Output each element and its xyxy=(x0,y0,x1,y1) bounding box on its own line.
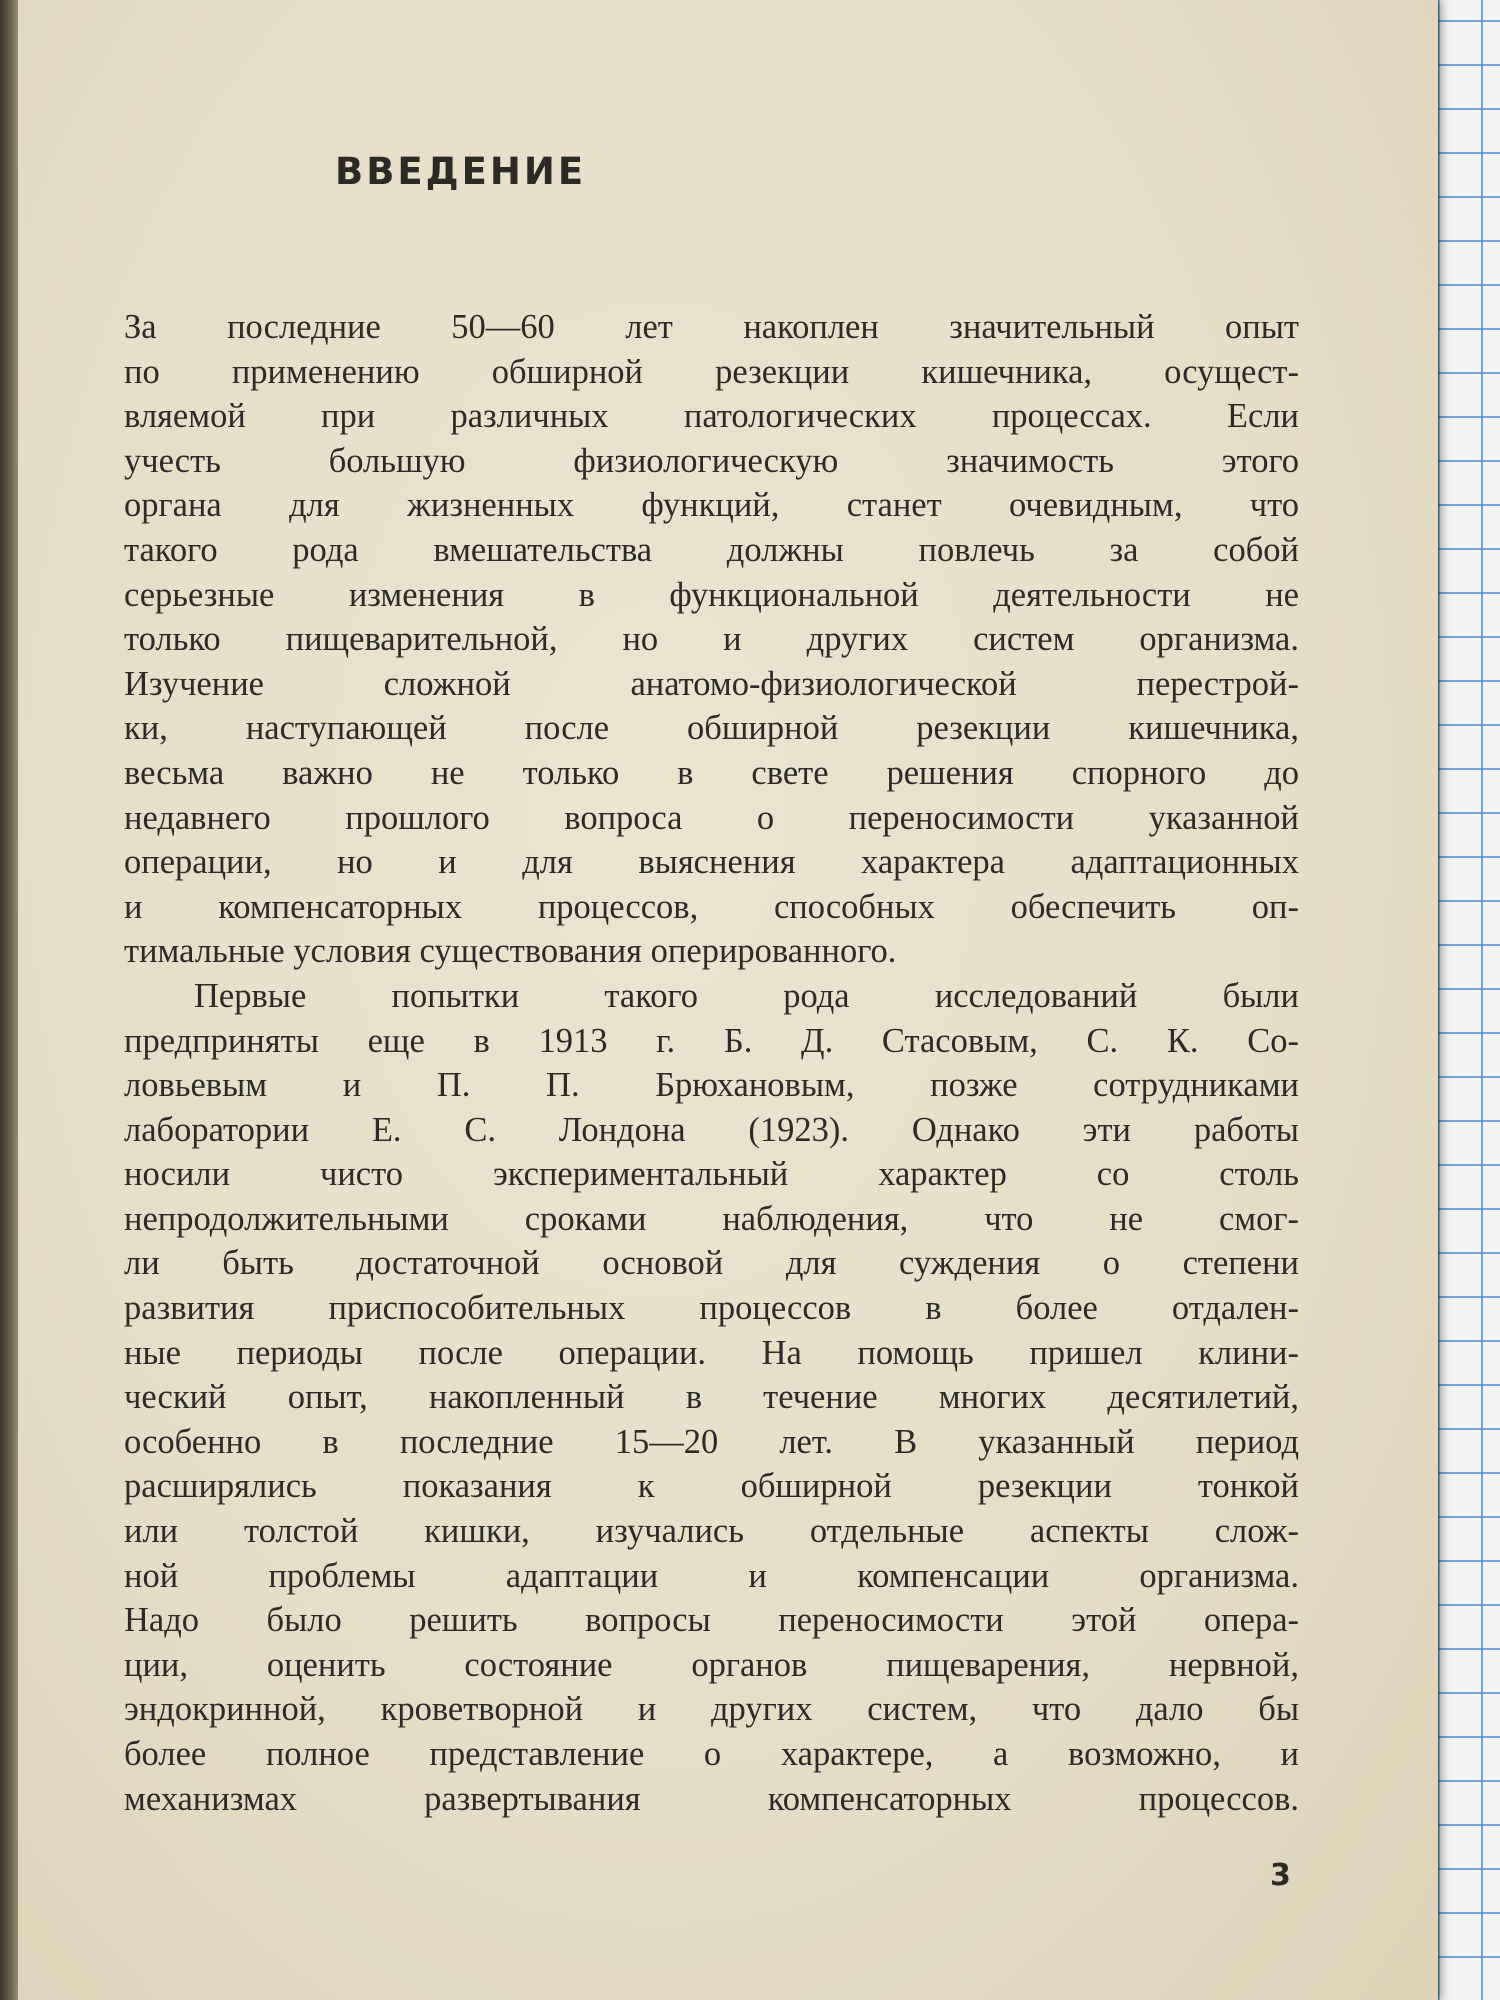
text-line: весьма важно не только в свете решения спорного до xyxy=(124,753,1299,792)
text-line: органа для жизненных функций, станет очевидным, что xyxy=(124,486,1299,525)
text-line: тимальные условия существования оперированного. xyxy=(124,932,897,971)
text-line: ные периоды после операции. На помощь пришел клини- xyxy=(124,1333,1299,1372)
text-line: учесть большую физиологическую значимость этого xyxy=(124,441,1299,480)
text-line: ческий опыт, накопленный в течение многих десятилетий, xyxy=(124,1378,1299,1417)
page-number: 3 xyxy=(1270,1858,1291,1893)
text-line: За последние 50—60 лет накоплен значительный опыт xyxy=(124,308,1299,346)
text-line: носили чисто экспериментальный характер со столь xyxy=(124,1155,1299,1194)
text-line: Первые попытки такого рода исследований были xyxy=(194,976,1299,1015)
text-line: ной проблемы адаптации и компенсации организма. xyxy=(124,1556,1299,1595)
text-line: такого рода вмешательства должны повлечь за собой xyxy=(124,530,1299,569)
text-line: механизмах развертывания компенсаторных процессов. xyxy=(124,1779,1299,1818)
text-line: серьезные изменения в функциональной деятельности не xyxy=(124,575,1299,614)
body-text xyxy=(124,305,1299,1821)
text-line: ки, наступающей после обширной резекции кишечника, xyxy=(124,709,1299,748)
text-line: или толстой кишки, изучались отдельные аспекты слож- xyxy=(124,1512,1299,1551)
text-line: Надо было решить вопросы переносимости этой опера- xyxy=(124,1601,1299,1640)
text-line: развития приспособительных процессов в более отдален- xyxy=(124,1289,1299,1328)
text-line: эндокринной, кроветворной и других систем, что дало бы xyxy=(124,1690,1299,1729)
text-line: ловьевым и П. П. Брюхановым, позже сотрудниками xyxy=(124,1066,1299,1105)
text-line: особенно в последние 15—20 лет. В указанный период xyxy=(124,1422,1299,1461)
text-line: расширялись показания к обширной резекции тонкой xyxy=(124,1467,1299,1506)
text-line: недавнего прошлого вопроса о переносимости указанной xyxy=(124,798,1299,837)
text-line: по применению обширной резекции кишечника, осущест- xyxy=(124,352,1299,391)
text-line: предприняты еще в 1913 г. Б. Д. Стасовым, С. К. Со- xyxy=(124,1021,1299,1060)
text-line: ли быть достаточной основой для суждения о степени xyxy=(124,1244,1299,1283)
text-line: ции, оценить состояние органов пищеварения, нервной, xyxy=(124,1645,1299,1684)
text-line: операции, но и для выяснения характера адаптационных xyxy=(124,843,1299,882)
text-line: и компенсаторных процессов, способных обеспечить оп- xyxy=(124,887,1299,926)
text-line: вляемой при различных патологических процессах. Если xyxy=(124,397,1299,436)
text-line: Изучение сложной анатомо-физиологической перестрой- xyxy=(124,664,1299,703)
text-line: непродолжительными сроками наблюдения, что не смог- xyxy=(124,1199,1299,1238)
text-line: только пищеварительной, но и других систем организма. xyxy=(124,620,1299,659)
text-line: лаборатории Е. С. Лондона (1923). Однако эти работы xyxy=(124,1110,1299,1149)
section-heading: ВВЕДЕНИЕ xyxy=(335,150,587,193)
text-line: более полное представление о характере, а возможно, и xyxy=(124,1735,1299,1773)
